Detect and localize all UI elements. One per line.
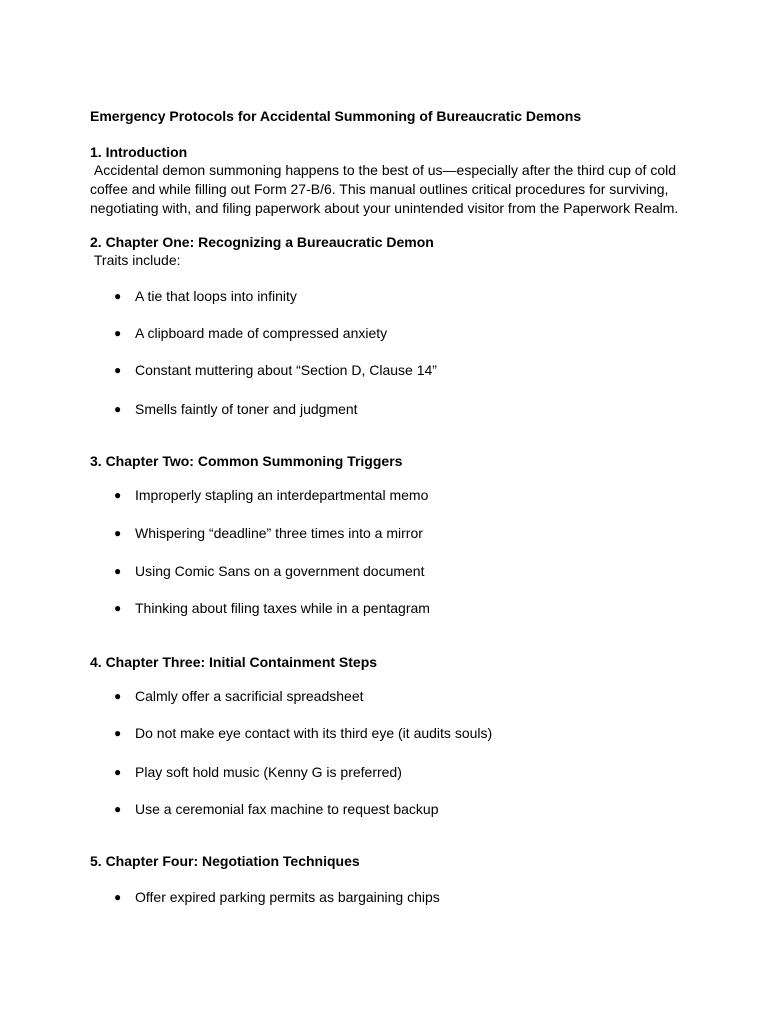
- section-chapter-four: [90, 852, 690, 905]
- bullet-dot: ●: [114, 564, 122, 578]
- section-chapter-two: [90, 452, 690, 616]
- bullet-dot: ●: [114, 802, 122, 816]
- list-item: [90, 400, 358, 418]
- bullet-dot: ●: [114, 890, 122, 904]
- bullet-dot: ●: [114, 402, 122, 416]
- bullet-dot: ●: [114, 289, 122, 303]
- bullet-dot: ●: [114, 526, 122, 540]
- list-item: [90, 687, 364, 705]
- list-item-text: Play soft hold music (Kenny G is preferred): [135, 764, 402, 780]
- list-item: [90, 486, 428, 504]
- section-paragraph: Traits include:: [90, 252, 181, 268]
- section-heading: 4. Chapter Three: Initial Containment Steps: [90, 654, 378, 670]
- list-item-text: Whispering “deadline” three times into a mirror: [135, 525, 423, 541]
- list-item-text: A clipboard made of compressed anxiety: [135, 325, 388, 341]
- list-item-text: Constant muttering about “Section D, Clause 14”: [135, 362, 437, 378]
- bullet-dot: ●: [114, 726, 122, 740]
- bullet-dot: ●: [114, 326, 122, 340]
- list-item: [90, 324, 387, 342]
- list-item: [90, 361, 437, 379]
- list-item: [90, 287, 297, 305]
- list-item: [90, 724, 492, 742]
- list-item-text: Thinking about filing taxes while in a pentagram: [135, 600, 430, 616]
- section-heading: 5. Chapter Four: Negotiation Techniques: [90, 853, 360, 869]
- list-item: [90, 888, 440, 906]
- list-item: [90, 524, 423, 542]
- section-heading: 2. Chapter One: Recognizing a Bureaucratic Demon: [90, 234, 434, 250]
- section-chapter-three: [90, 653, 690, 817]
- list-item-text: Improperly stapling an interdepartmental memo: [135, 487, 429, 503]
- bullet-dot: ●: [114, 765, 122, 779]
- list-item: [90, 562, 424, 580]
- list-item-text: Do not make eye contact with its third eye (it audits souls): [135, 725, 493, 741]
- bullet-dot: ●: [114, 488, 122, 502]
- list-item-text: Calmly offer a sacrificial spreadsheet: [135, 688, 364, 704]
- list-item-text: Offer expired parking permits as bargaining chips: [135, 889, 440, 905]
- list-item: [90, 599, 430, 617]
- section-heading: 3. Chapter Two: Common Summoning Triggers: [90, 453, 403, 469]
- bullet-dot: ●: [114, 601, 122, 615]
- document-page: [90, 107, 690, 905]
- section-heading: 1. Introduction: [90, 144, 188, 160]
- list-item-text: A tie that loops into infinity: [135, 288, 297, 304]
- list-item-text: Using Comic Sans on a government document: [135, 563, 425, 579]
- section-paragraph: Accidental demon summoning happens to the best of us—especially after the third cup of cold coffee and while filling out Form 27-B/6. This manual outlines critical procedures for surviving, negotiating with, and filing paperwork about your unintended visitor from the Paperwork Realm.: [90, 162, 680, 216]
- list-item-text: Smells faintly of toner and judgment: [135, 401, 358, 417]
- list-item: [90, 800, 439, 818]
- bullet-dot: ●: [114, 689, 122, 703]
- section-introduction: [90, 143, 690, 218]
- list-item: [90, 763, 402, 781]
- document-title: Emergency Protocols for Accidental Summoning of Bureaucratic Demons: [90, 108, 582, 124]
- section-chapter-one: [90, 233, 690, 417]
- bullet-dot: ●: [114, 363, 122, 377]
- list-item-text: Use a ceremonial fax machine to request backup: [135, 801, 439, 817]
